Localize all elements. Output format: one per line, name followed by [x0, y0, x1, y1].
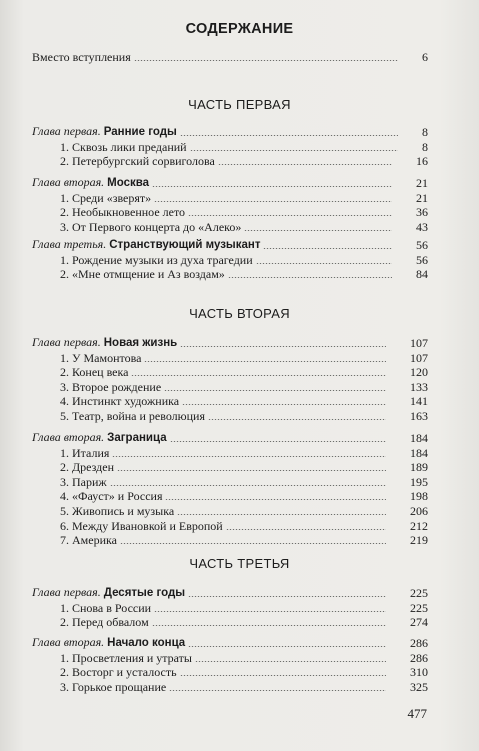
entry-label: 1. Сквозь лики преданий	[60, 139, 187, 154]
entry-page-number: 184	[410, 431, 428, 445]
page-number: 477	[407, 706, 427, 721]
entry-label: 5. Театр, война и революция	[60, 409, 205, 423]
toc-section-entry	[32, 489, 428, 503]
part-heading: ЧАСТЬ ПЕРВАЯ	[188, 97, 291, 112]
dot-leader	[218, 164, 392, 165]
toc-section-entry	[32, 154, 428, 168]
entry-page-number: 189	[410, 460, 428, 475]
dot-leader	[256, 263, 392, 264]
toc-section-entry	[32, 615, 428, 629]
dot-leader	[188, 646, 386, 647]
entry-page-number: 84	[416, 267, 428, 282]
dot-leader	[131, 375, 386, 376]
entry-label: 2. «Мне отмщение и Аз воздам»	[60, 267, 225, 282]
entry-label: 2. Восторг и усталость	[60, 665, 177, 680]
toc-chapter-entry	[32, 636, 428, 650]
chapter-title	[32, 335, 177, 350]
entry-label: 1. Италия	[60, 445, 110, 460]
dot-leader	[208, 419, 386, 420]
chapter-name: Начало конца	[107, 637, 186, 649]
chapter-prefix: Глава вторая.	[32, 175, 105, 189]
entry-page-number: 6	[422, 50, 428, 64]
chapter-prefix: Глава вторая.	[32, 635, 105, 649]
entry-page-number: 310	[410, 665, 428, 680]
entry-page-number: 56	[416, 252, 428, 267]
toc-section-entry	[32, 351, 428, 365]
dot-leader	[182, 404, 386, 405]
dot-leader	[180, 346, 386, 347]
entry-page-number: 184	[410, 445, 428, 460]
toc-entry	[32, 50, 428, 64]
entry-page-number: 133	[410, 379, 428, 394]
entry-label: 1. Снова в России	[60, 600, 152, 615]
chapter-title	[32, 237, 260, 252]
dot-leader	[180, 135, 398, 136]
dot-leader	[228, 277, 392, 278]
toc-chapter-entry	[32, 431, 428, 445]
chapter-prefix: Глава первая.	[32, 585, 101, 599]
chapter-name: Москва	[107, 177, 150, 189]
toc-section-entry	[32, 140, 428, 154]
dot-leader	[195, 661, 386, 662]
entry-page-number: 36	[416, 205, 428, 220]
chapter-name: Новая жизнь	[103, 337, 178, 349]
entry-label: 4. Инстинкт художника	[60, 394, 180, 409]
entry-page-number: 212	[410, 518, 428, 533]
dot-leader	[152, 625, 386, 626]
toc-section-entry	[32, 519, 428, 533]
toc-section-entry	[32, 220, 428, 234]
chapter-title	[32, 635, 185, 650]
entry-page-number: 286	[410, 650, 428, 665]
toc-section-entry	[32, 253, 428, 267]
entry-page-number: 195	[410, 474, 428, 489]
chapter-title	[32, 175, 149, 190]
entry-label: 1. Рождение музыки из духа трагедии	[60, 252, 253, 267]
entry-label: 3. Париж	[60, 474, 107, 489]
entry-page-number: 107	[410, 350, 428, 365]
entry-page-number: 163	[410, 409, 428, 423]
chapter-title	[32, 430, 167, 445]
toc-section-entry	[32, 680, 428, 694]
entry-label: 1. Просветления и утраты	[60, 650, 192, 665]
entry-page-number: 206	[410, 504, 428, 518]
entry-label: 2. Необыкновенное лето	[60, 205, 186, 220]
entry-label: 1. Среди «зверят»	[60, 190, 152, 205]
toc-section-entry	[32, 205, 428, 219]
toc-section-entry	[32, 365, 428, 379]
dot-leader	[164, 390, 386, 391]
page-title: СОДЕРЖАНИЕ	[185, 21, 294, 37]
dot-leader	[152, 186, 392, 187]
entry-page-number: 21	[416, 190, 428, 205]
dot-leader	[117, 470, 386, 471]
chapter-prefix: Глава первая.	[32, 335, 101, 349]
toc-section-entry	[32, 665, 428, 679]
toc-section-entry	[32, 380, 428, 394]
chapter-prefix: Глава вторая.	[32, 430, 105, 444]
part-heading: ЧАСТЬ ВТОРАЯ	[189, 306, 290, 321]
toc-section-entry	[32, 601, 428, 615]
dot-leader	[180, 675, 386, 676]
entry-page-number: 56	[416, 238, 428, 252]
dot-leader	[190, 150, 398, 151]
chapter-name: Десятые годы	[103, 587, 186, 599]
dot-leader	[170, 441, 386, 442]
entry-label: 6. Между Ивановкой и Европой	[60, 518, 223, 533]
toc-chapter-entry	[32, 238, 428, 252]
chapter-name: Странствующий музыкант	[109, 239, 261, 251]
chapter-prefix: Глава первая.	[32, 124, 101, 138]
entry-page-number: 141	[410, 394, 428, 409]
dot-leader	[169, 690, 386, 691]
toc-section-entry	[32, 504, 428, 518]
toc-chapter-entry	[32, 336, 428, 350]
toc-section-entry	[32, 446, 428, 460]
entry-page-number: 21	[416, 176, 428, 190]
toc-chapter-entry	[32, 586, 428, 600]
dot-leader	[165, 499, 386, 500]
entry-page-number: 43	[416, 219, 428, 234]
dot-leader	[154, 201, 392, 202]
dot-leader	[244, 230, 392, 231]
chapter-name: Ранние годы	[103, 126, 177, 138]
dot-leader	[144, 361, 386, 362]
toc-section-entry	[32, 651, 428, 665]
entry-label: 5. Живопись и музыка	[60, 504, 175, 518]
dot-leader	[263, 248, 392, 249]
dot-leader	[226, 529, 386, 530]
toc-chapter-entry	[32, 176, 428, 190]
chapter-title	[32, 124, 177, 139]
dot-leader	[110, 485, 386, 486]
dot-leader	[112, 456, 386, 457]
entry-label: 3. От Первого концерта до «Алеко»	[60, 219, 242, 234]
toc-section-entry	[32, 394, 428, 408]
entry-page-number: 120	[410, 365, 428, 380]
entry-page-number: 225	[410, 600, 428, 615]
dot-leader	[120, 543, 386, 544]
entry-label: 2. Дрезден	[60, 460, 115, 475]
entry-page-number: 325	[410, 679, 428, 694]
entry-label: 2. Петербургский сорвиголова	[60, 154, 215, 169]
entry-page-number: 198	[410, 489, 428, 504]
entry-label: 3. Горькое прощание	[60, 679, 167, 694]
dot-leader	[154, 611, 386, 612]
entry-page-number: 274	[410, 615, 428, 630]
entry-page-number: 107	[410, 336, 428, 350]
entry-page-number: 8	[422, 125, 428, 139]
chapter-name: Заграница	[107, 432, 167, 444]
toc-section-entry	[32, 191, 428, 205]
part-heading: ЧАСТЬ ТРЕТЬЯ	[189, 556, 290, 571]
entry-label: 4. «Фауст» и Россия	[60, 489, 163, 504]
toc-section-entry	[32, 475, 428, 489]
entry-label: 2. Перед обвалом	[60, 615, 149, 630]
entry-page-number: 219	[410, 533, 428, 548]
entry-label: 1. У Мамонтова	[60, 350, 142, 365]
entry-label: 7. Америка	[60, 533, 117, 548]
entry-label: 2. Конец века	[60, 365, 129, 380]
chapter-title	[32, 585, 185, 600]
toc-section-entry	[32, 460, 428, 474]
entry-page-number: 8	[422, 139, 428, 154]
entry-label: Вместо вступления	[32, 50, 131, 64]
dot-leader	[134, 60, 398, 61]
entry-page-number: 286	[410, 636, 428, 650]
entry-page-number: 225	[410, 586, 428, 600]
dot-leader	[188, 215, 392, 216]
dot-leader	[177, 514, 386, 515]
chapter-prefix: Глава третья.	[32, 237, 107, 251]
entry-label: 3. Второе рождение	[60, 379, 162, 394]
toc-section-entry	[32, 409, 428, 423]
dot-leader	[188, 596, 386, 597]
entry-page-number: 16	[416, 154, 428, 169]
toc-chapter-entry	[32, 125, 428, 139]
toc-section-entry	[32, 267, 428, 281]
toc-section-entry	[32, 533, 428, 547]
